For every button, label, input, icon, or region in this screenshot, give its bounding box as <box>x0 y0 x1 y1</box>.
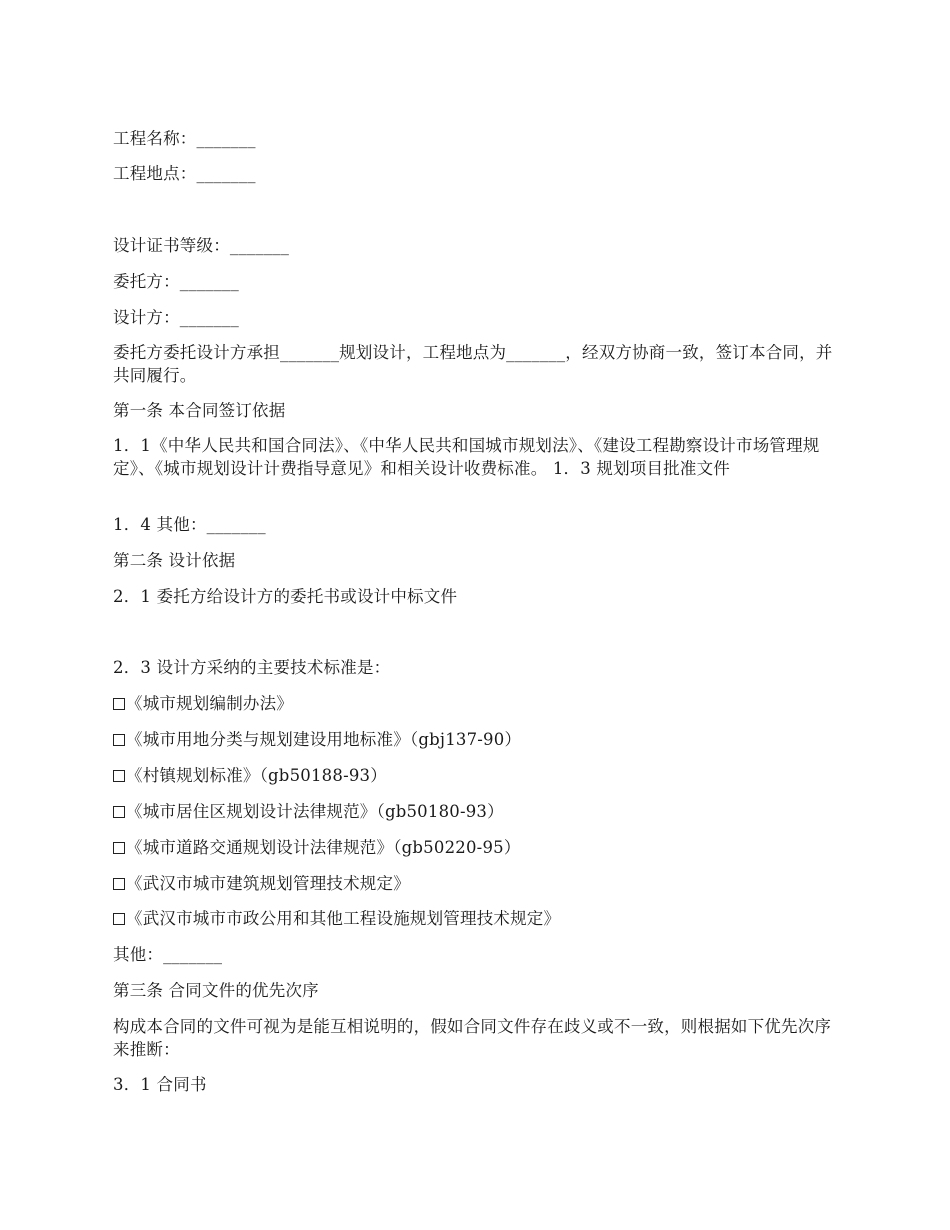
standard-label: 《村镇规划标准》（gb50188-93） <box>126 766 387 785</box>
article3-intro-paragraph: 构成本合同的文件可视为是能互相说明的，假如合同文件存在歧义或不一致，则根据如下优先次序来推断： <box>113 1017 832 1059</box>
standard-item <box>113 907 843 930</box>
standard-label: 《武汉市城市市政公用和其他工程设施规划管理技术规定》 <box>126 909 561 928</box>
checkbox-icon <box>113 806 125 818</box>
client-line: 委托方：_______ <box>113 272 239 291</box>
checkbox-icon <box>113 770 125 782</box>
standard-item <box>113 872 843 895</box>
article1-4-line: 1．4 其他：_______ <box>113 515 266 534</box>
standard-label: 《武汉市城市建筑规划管理技术规定》 <box>126 874 410 893</box>
standard-label: 《城市道路交通规划设计法律规范》（gb50220-95） <box>126 838 521 857</box>
checkbox-icon <box>113 734 125 746</box>
designer-line: 设计方：_______ <box>113 308 239 327</box>
standard-label: 《城市居住区规划设计法律规范》（gb50180-93） <box>126 802 504 821</box>
standard-label: 《城市规划编制办法》 <box>126 694 293 713</box>
others-line: 其他：_______ <box>113 945 223 964</box>
article2-3-line: 2．3 设计方采纳的主要技术标准是： <box>113 658 391 677</box>
article1-1-paragraph: 1．1《中华人民共和国合同法》、《中华人民共和国城市规划法》、《建设工程勘察设计市场管理规定》、《城市规划设计计费指导意见》和相关设计收费标准。 1．3 规划项目批准文件 <box>113 436 820 478</box>
project-location-line: 工程地点：_______ <box>113 164 256 183</box>
standard-item <box>113 800 843 823</box>
standard-item <box>113 836 843 859</box>
article2-1-line: 2．1 委托方给设计方的委托书或设计中标文件 <box>113 587 458 606</box>
article3-1-line: 3．1 合同书 <box>113 1075 207 1094</box>
project-name-line: 工程名称：_______ <box>113 129 256 148</box>
cert-level-line: 设计证书等级：_______ <box>113 236 290 255</box>
standard-item <box>113 728 843 751</box>
checkbox-icon <box>113 878 125 890</box>
article1-title: 第一条 本合同签订依据 <box>113 401 286 420</box>
article2-title: 第二条 设计依据 <box>113 551 236 570</box>
standard-label: 《城市用地分类与规划建设用地标准》（gbj137-90） <box>126 730 522 749</box>
checkbox-icon <box>113 913 125 925</box>
intro-paragraph: 委托方委托设计方承担_______规划设计，工程地点为_______，经双方协商一致，签订本合同，并共同履行。 <box>113 343 833 385</box>
checkbox-icon <box>113 842 125 854</box>
standard-item <box>113 764 843 787</box>
article3-title: 第三条 合同文件的优先次序 <box>113 981 319 1000</box>
checkbox-icon <box>113 698 125 710</box>
standard-item <box>113 692 843 715</box>
